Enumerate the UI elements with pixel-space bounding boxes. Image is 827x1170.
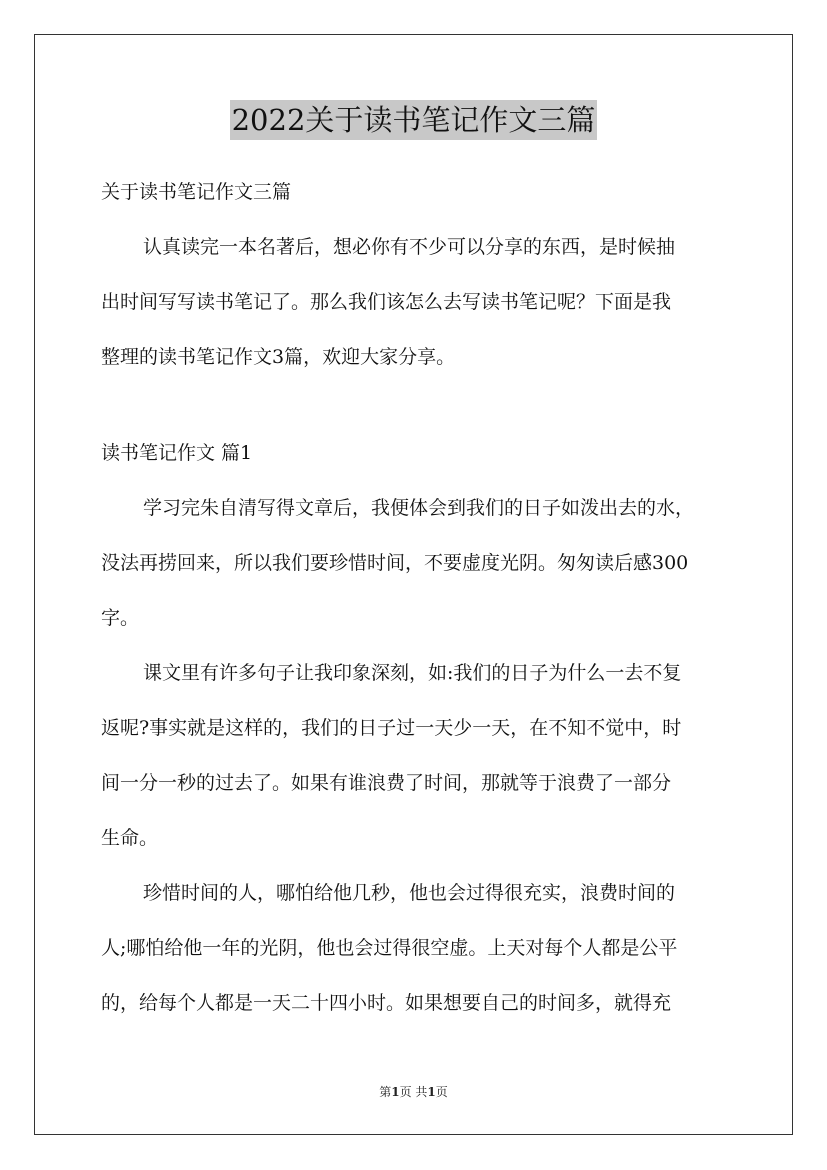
text-line: 整理的读书笔记作文3篇，欢迎大家分享。 — [101, 346, 456, 368]
paragraph-2 — [101, 646, 727, 866]
title-container — [0, 100, 827, 140]
text-line: 课文里有许多句子让我印象深刻，如:我们的日子为什么一去不复 — [143, 662, 682, 684]
paragraph-1 — [101, 481, 727, 646]
document-body — [101, 165, 727, 1031]
text-line: 人;哪怕给他一年的光阴，他也会过得很空虚。上天对每个人都是公平 — [101, 937, 678, 959]
text-line: 出时间写写读书笔记了。那么我们该怎么去写读书笔记呢？下面是我 — [101, 291, 672, 313]
text-line: 的，给每个人都是一天二十四小时。如果想要自己的时间多，就得充 — [101, 992, 672, 1014]
text-line: 学习完朱自清写得文章后，我便体会到我们的日子如泼出去的水， — [143, 497, 695, 519]
page-prefix: 第 — [379, 1085, 392, 1099]
page-footer — [0, 1083, 827, 1100]
text-line: 返呢?事实就是这样的，我们的日子过一天少一天，在不知不觉中，时 — [101, 717, 682, 739]
text-line: 生命。 — [101, 827, 159, 849]
text-line: 珍惜时间的人，哪怕给他几秒，他也会过得很充实，浪费时间的 — [143, 882, 676, 904]
text-line: 间一分一秒的过去了。如果有谁浪费了时间，那就等于浪费了一部分 — [101, 772, 672, 794]
document-title: 2022关于读书笔记作文三篇 — [230, 100, 598, 140]
section-heading: 读书笔记作文 篇1 — [101, 442, 253, 464]
paragraph-gap — [101, 385, 727, 426]
text-line: 字。 — [101, 607, 140, 629]
page-suffix: 页 — [435, 1085, 448, 1099]
page-current: 1 — [391, 1085, 400, 1099]
subtitle: 关于读书笔记作文三篇 — [101, 181, 292, 203]
intro-paragraph — [101, 220, 727, 385]
text-line: 认真读完一本名著后，想必你有不少可以分享的东西，是时候抽 — [143, 236, 676, 258]
text-line: 没法再捞回来，所以我们要珍惜时间，不要虚度光阴。匆匆读后感300 — [101, 552, 689, 574]
page-total: 1 — [427, 1085, 436, 1099]
page-mid: 页 共 — [399, 1085, 428, 1099]
paragraph-3 — [101, 866, 727, 1031]
